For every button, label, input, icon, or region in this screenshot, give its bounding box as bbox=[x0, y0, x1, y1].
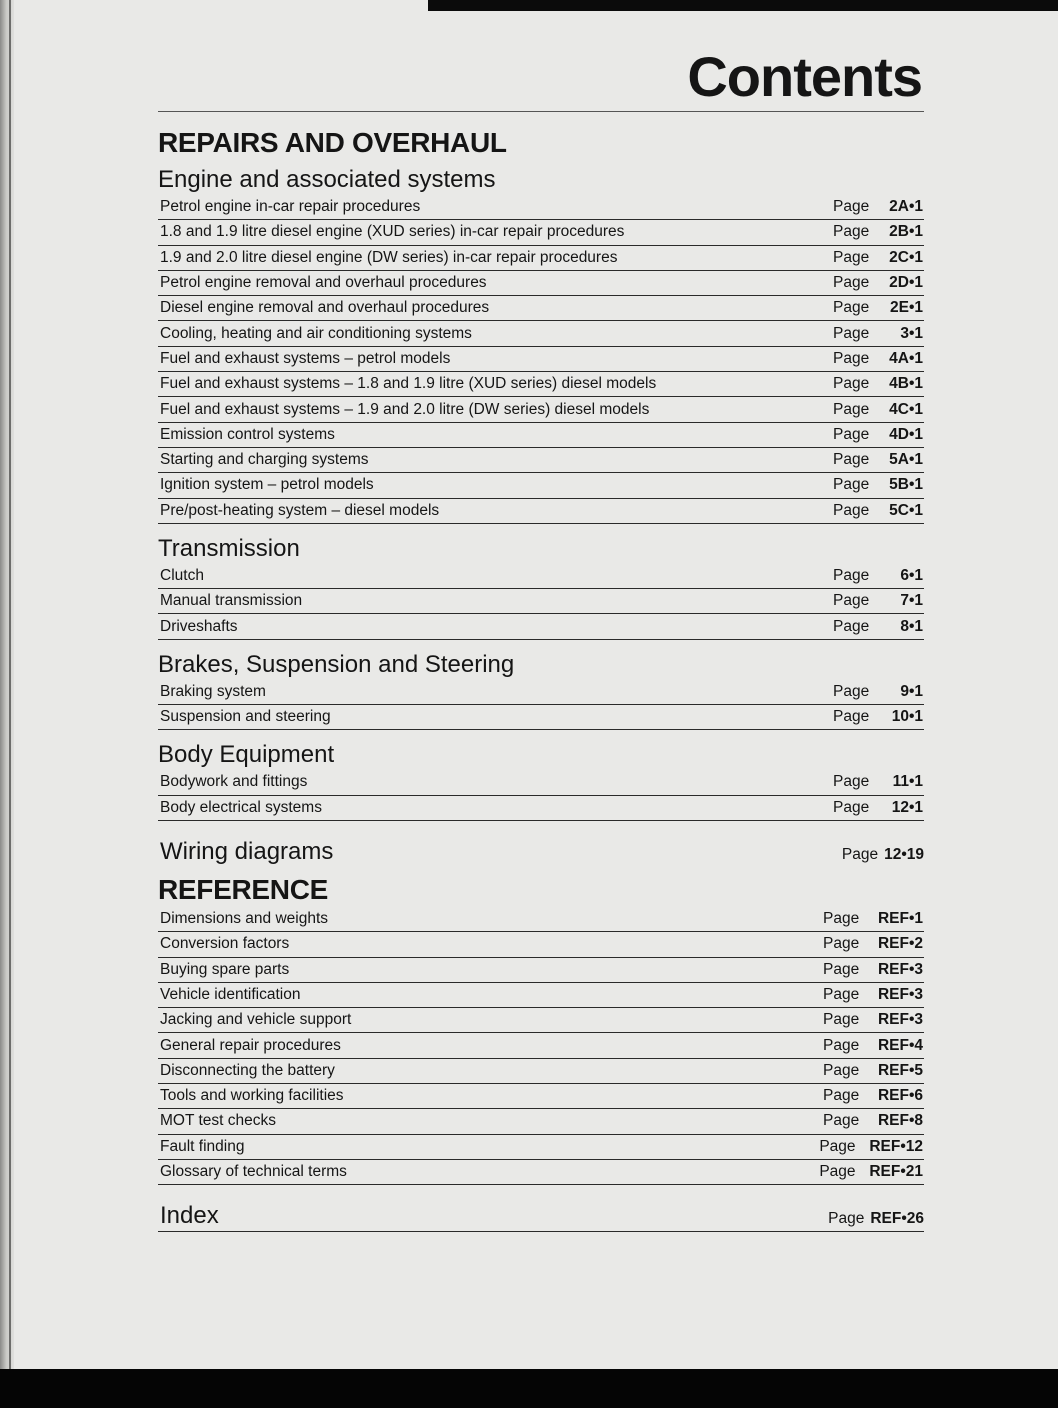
entry-label: Index bbox=[160, 1202, 219, 1230]
entry-label: Tools and working facilities bbox=[160, 1087, 344, 1105]
entry-label: Diesel engine removal and overhaul procedures bbox=[160, 299, 490, 317]
page-number: 8•1 bbox=[900, 617, 923, 635]
page-word: Page bbox=[833, 425, 870, 443]
entry-label: Fuel and exhaust systems – petrol models bbox=[160, 349, 451, 367]
entry-label: Jacking and vehicle support bbox=[160, 1011, 352, 1029]
toc-entry[interactable] bbox=[158, 220, 924, 245]
entry-label: Ignition system – petrol models bbox=[160, 476, 374, 494]
page-number: 4D•1 bbox=[889, 425, 923, 443]
section-items bbox=[158, 564, 924, 640]
toc-entry[interactable] bbox=[158, 983, 924, 1008]
toc-entry[interactable] bbox=[158, 321, 924, 346]
page-word: Page bbox=[833, 567, 870, 584]
page-number: 2D•1 bbox=[889, 274, 923, 292]
page-number: REF•2 bbox=[877, 935, 923, 953]
entry-label: Disconnecting the battery bbox=[160, 1061, 335, 1079]
page-number: 7•1 bbox=[900, 592, 923, 610]
entry-label: Driveshafts bbox=[160, 617, 238, 635]
entry-label: Petrol engine removal and overhaul procedures bbox=[160, 274, 487, 292]
page-word: Page bbox=[833, 274, 870, 292]
toc-section bbox=[158, 165, 924, 524]
page-number: 11•1 bbox=[892, 773, 923, 791]
section-items bbox=[158, 770, 924, 821]
toc-entry[interactable] bbox=[158, 246, 924, 271]
page-number: 12•19 bbox=[884, 845, 924, 863]
entry-label: Wiring diagrams bbox=[160, 837, 334, 865]
page-number: 12•1 bbox=[891, 798, 923, 816]
toc-entry[interactable] bbox=[158, 907, 924, 932]
entry-label: Body electrical systems bbox=[160, 798, 322, 816]
page-word: Page bbox=[823, 985, 860, 1003]
page-word: Page bbox=[823, 1011, 860, 1029]
page-number: 4B•1 bbox=[889, 375, 923, 393]
toc-entry[interactable] bbox=[158, 473, 924, 498]
toc-entry[interactable] bbox=[158, 271, 924, 296]
page-word: Page bbox=[823, 935, 860, 953]
section-items bbox=[158, 195, 924, 524]
entry-label: Dimensions and weights bbox=[160, 910, 329, 928]
entry-label: Buying spare parts bbox=[160, 960, 290, 978]
toc-entry[interactable] bbox=[158, 932, 924, 957]
scan-bottom-edge bbox=[0, 1369, 1058, 1408]
toc-section bbox=[158, 740, 924, 821]
toc-entry[interactable] bbox=[158, 448, 924, 473]
page-number: 2A•1 bbox=[889, 198, 923, 216]
entry-label: Braking system bbox=[160, 682, 266, 700]
page-word: Page bbox=[823, 910, 860, 928]
page-word: Page bbox=[833, 773, 870, 791]
page-word: Page bbox=[833, 198, 870, 216]
page-word: Page bbox=[823, 960, 860, 978]
page-number: REF•3 bbox=[877, 1011, 923, 1029]
page-number: 5B•1 bbox=[889, 476, 923, 494]
page-number: 4A•1 bbox=[889, 349, 923, 367]
page-word: Page bbox=[833, 476, 870, 494]
entry-label: Bodywork and fittings bbox=[160, 773, 308, 791]
page-number: 10•1 bbox=[891, 708, 923, 726]
entry-label: Fault finding bbox=[160, 1137, 245, 1155]
entry-label: Emission control systems bbox=[160, 425, 335, 443]
toc-entry[interactable] bbox=[158, 347, 924, 372]
entry-label: Vehicle identification bbox=[160, 985, 301, 1003]
toc-entry[interactable] bbox=[158, 770, 924, 795]
page-word: Page bbox=[833, 223, 870, 241]
page-word: Page bbox=[833, 682, 870, 700]
section-title: Transmission bbox=[158, 534, 300, 562]
entry-label: Manual transmission bbox=[160, 592, 303, 610]
toc-section bbox=[158, 534, 924, 640]
toc-entry[interactable] bbox=[158, 1084, 924, 1109]
page-word: Page bbox=[833, 400, 870, 418]
page-number: 2C•1 bbox=[889, 248, 923, 266]
page-title: Contents bbox=[687, 45, 922, 108]
toc-entry[interactable] bbox=[158, 796, 924, 821]
page-word: Page bbox=[833, 708, 870, 726]
page-word: Page bbox=[833, 299, 870, 317]
toc-entry[interactable] bbox=[158, 1008, 924, 1033]
page-number: REF•8 bbox=[877, 1112, 923, 1130]
page-word: Page bbox=[828, 1210, 865, 1228]
toc-entry[interactable] bbox=[158, 1135, 924, 1160]
entry-label: General repair procedures bbox=[160, 1036, 341, 1054]
page-word: Page bbox=[833, 798, 870, 816]
page-number: REF•21 bbox=[869, 1163, 923, 1181]
entry-label: Pre/post-heating system – diesel models bbox=[160, 501, 440, 519]
binding-line bbox=[9, 0, 11, 1369]
page-number: REF•1 bbox=[877, 910, 923, 928]
entry-label: MOT test checks bbox=[160, 1112, 276, 1130]
entry-label: Cooling, heating and air conditioning systems bbox=[160, 324, 472, 342]
page-number: 5C•1 bbox=[889, 501, 923, 519]
entry-label: 1.8 and 1.9 litre diesel engine (XUD series) in-car repair procedures bbox=[160, 223, 625, 241]
entry-label: Suspension and steering bbox=[160, 708, 331, 726]
page-number: 2E•1 bbox=[889, 299, 923, 317]
page-word: Page bbox=[833, 451, 870, 469]
page-number: 9•1 bbox=[900, 682, 923, 700]
entry-label: Fuel and exhaust systems – 1.8 and 1.9 litre (XUD series) diesel models bbox=[160, 375, 657, 393]
page-word: Page bbox=[833, 501, 870, 519]
toc-entry[interactable] bbox=[158, 1033, 924, 1058]
page-number: 6•1 bbox=[900, 567, 923, 584]
toc-entry[interactable] bbox=[158, 958, 924, 983]
toc-section bbox=[158, 650, 924, 731]
toc-entry[interactable] bbox=[158, 499, 924, 524]
toc-entry[interactable] bbox=[158, 614, 924, 639]
table-of-contents bbox=[158, 126, 924, 1232]
entry-label: Clutch bbox=[160, 567, 204, 584]
toc-entry[interactable] bbox=[158, 589, 924, 614]
page-number: 2B•1 bbox=[889, 223, 923, 241]
page-word: Page bbox=[833, 248, 870, 266]
page-binding-edge bbox=[0, 0, 14, 1369]
toc-entry[interactable] bbox=[158, 680, 924, 705]
page-number: 4C•1 bbox=[889, 400, 923, 418]
entry-label: Fuel and exhaust systems – 1.9 and 2.0 litre (DW series) diesel models bbox=[160, 400, 650, 418]
part-heading: REPAIRS AND OVERHAUL bbox=[158, 127, 507, 158]
entry-label: Starting and charging systems bbox=[160, 451, 369, 469]
page-word: Page bbox=[833, 349, 870, 367]
page-number: REF•3 bbox=[877, 960, 923, 978]
page-word: Page bbox=[823, 1061, 860, 1079]
toc-entry[interactable] bbox=[158, 1109, 924, 1134]
scan-top-edge bbox=[428, 0, 1058, 11]
page-word: Page bbox=[833, 617, 870, 635]
page-number: REF•26 bbox=[870, 1210, 924, 1228]
page-number: REF•6 bbox=[877, 1087, 923, 1105]
section-title: Engine and associated systems bbox=[158, 166, 496, 193]
section-title: Body Equipment bbox=[158, 741, 335, 769]
page-word: Page bbox=[823, 1036, 860, 1054]
page-word: Page bbox=[833, 375, 870, 393]
toc-entry[interactable] bbox=[158, 397, 924, 422]
toc-entry[interactable] bbox=[158, 1160, 924, 1185]
page-number: REF•5 bbox=[877, 1061, 923, 1079]
toc-entry[interactable] bbox=[158, 705, 924, 730]
toc-entry-wiring-diagrams[interactable] bbox=[158, 831, 924, 867]
toc-entry[interactable] bbox=[158, 423, 924, 448]
entry-label: 1.9 and 2.0 litre diesel engine (DW series) in-car repair procedures bbox=[160, 248, 618, 266]
title-rule bbox=[158, 111, 924, 112]
page-number: 3•1 bbox=[900, 324, 923, 342]
toc-entry[interactable] bbox=[158, 296, 924, 321]
page-number: 5A•1 bbox=[889, 451, 923, 469]
page-word: Page bbox=[819, 1163, 856, 1181]
page-word: Page bbox=[833, 324, 870, 342]
page-number: REF•3 bbox=[877, 985, 923, 1003]
entry-label: Glossary of technical terms bbox=[160, 1163, 347, 1181]
section-title: Brakes, Suspension and Steering bbox=[158, 650, 515, 678]
section-items bbox=[158, 680, 924, 731]
page-word: Page bbox=[841, 845, 879, 863]
page-number: REF•12 bbox=[869, 1137, 923, 1155]
page-number: REF•4 bbox=[877, 1036, 923, 1054]
entry-label: Petrol engine in-car repair procedures bbox=[160, 198, 421, 216]
page-word: Page bbox=[823, 1112, 860, 1130]
toc-entry[interactable] bbox=[158, 195, 924, 220]
toc-entry[interactable] bbox=[158, 372, 924, 397]
toc-entry[interactable] bbox=[158, 564, 924, 589]
page-word: Page bbox=[833, 592, 870, 610]
entry-label: Conversion factors bbox=[160, 935, 290, 953]
section-items bbox=[158, 907, 924, 1185]
part-heading: REFERENCE bbox=[158, 873, 328, 905]
toc-section-reference bbox=[158, 873, 924, 1185]
toc-entry[interactable] bbox=[158, 1059, 924, 1084]
toc-entry-index[interactable] bbox=[158, 1195, 924, 1232]
page-word: Page bbox=[823, 1087, 860, 1105]
page-word: Page bbox=[819, 1137, 856, 1155]
